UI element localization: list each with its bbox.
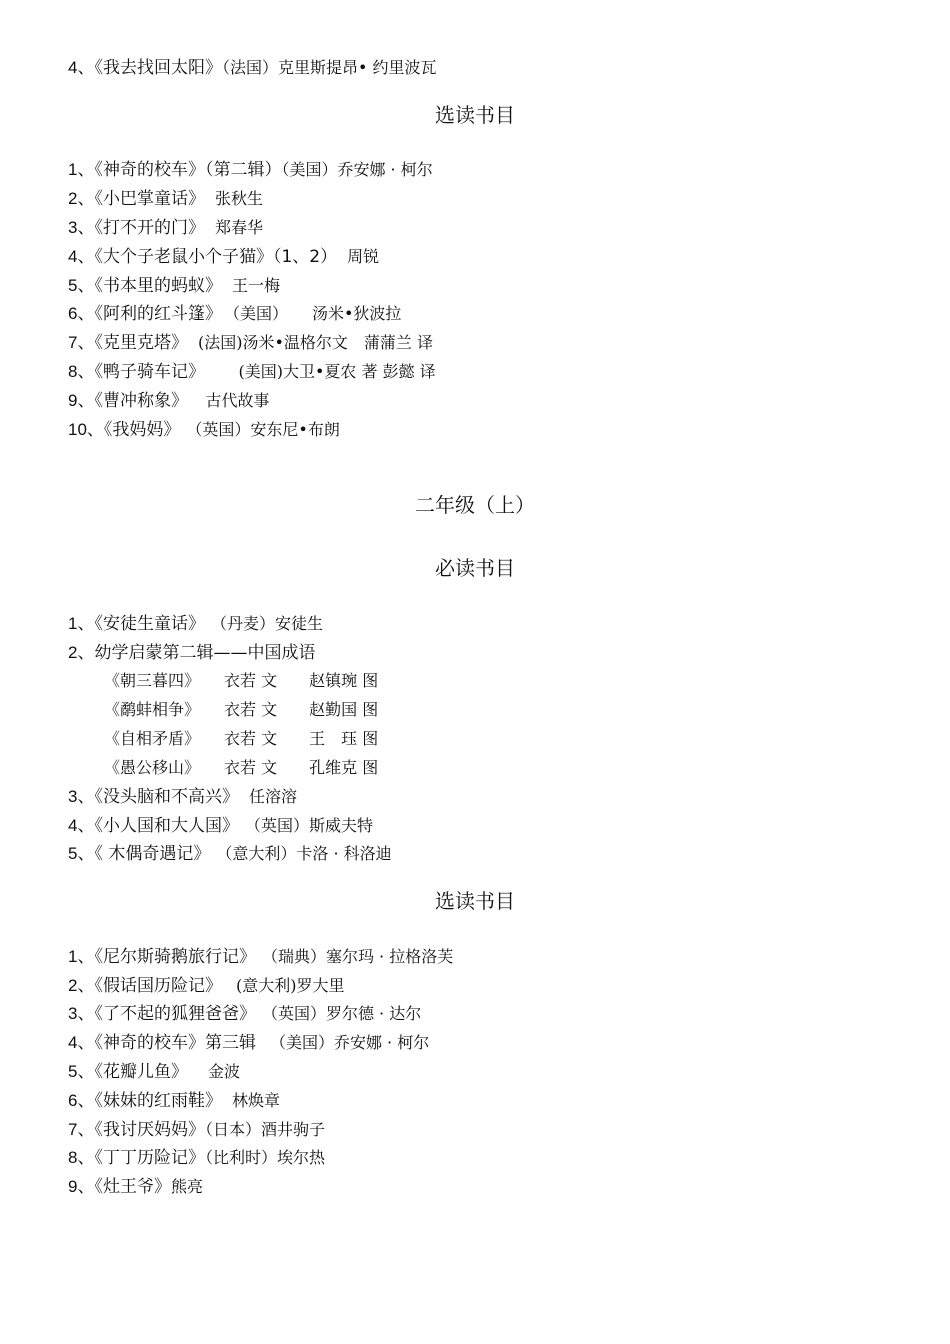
item-number: 9、 bbox=[68, 391, 95, 410]
item-number: 4、 bbox=[68, 247, 95, 266]
list-item bbox=[68, 1061, 240, 1083]
book-author: 王一梅 bbox=[231, 276, 280, 295]
list-item bbox=[68, 946, 453, 968]
item-number: 5、 bbox=[68, 844, 95, 863]
list-item bbox=[68, 332, 433, 354]
book-credits: 衣若 文 赵镇琬 图 bbox=[224, 671, 379, 690]
list-item bbox=[68, 1090, 280, 1112]
list-item bbox=[68, 361, 436, 383]
list-item bbox=[68, 613, 323, 635]
sub-list-item bbox=[104, 728, 378, 750]
book-title: 《没头脑和不高兴》 bbox=[94, 787, 239, 807]
list-item bbox=[68, 1003, 421, 1025]
book-author: （美国）乔安娜 · 柯尔 bbox=[281, 160, 433, 179]
item-number: 2、 bbox=[68, 643, 95, 662]
book-title: 《打不开的门》 bbox=[94, 218, 205, 238]
book-author: （美国）乔安娜 · 柯尔 bbox=[269, 1033, 430, 1052]
book-title: 《尼尔斯骑鹅旅行记》 bbox=[94, 947, 256, 967]
book-title: 《我去找回太阳》 bbox=[94, 58, 222, 78]
item-number: 1、 bbox=[68, 160, 95, 179]
book-author: 金波 bbox=[207, 1062, 240, 1081]
book-author: （比利时）埃尔热 bbox=[204, 1148, 325, 1167]
book-author: （丹麦）安徒生 bbox=[218, 614, 323, 633]
book-author: （英国）罗尔德 · 达尔 bbox=[269, 1004, 422, 1023]
book-title: 《自相矛盾》 bbox=[104, 729, 201, 748]
sub-list-item bbox=[104, 699, 378, 721]
book-author: 古代故事 bbox=[189, 391, 270, 410]
list-item bbox=[68, 390, 269, 412]
item-number: 2、 bbox=[68, 189, 95, 208]
section-heading-required: 必读书目 bbox=[435, 556, 515, 580]
list-item bbox=[68, 815, 373, 837]
book-author: (法国)汤米•温格尔文 蒲蒲兰 译 bbox=[197, 333, 433, 352]
list-item bbox=[68, 188, 263, 210]
book-credits: 衣若 文 孔维克 图 bbox=[224, 758, 379, 777]
book-title: 《鹬蚌相争》 bbox=[104, 700, 201, 719]
list-item bbox=[68, 57, 437, 79]
book-title: 《我妈妈》 bbox=[103, 420, 181, 440]
book-author: 林焕章 bbox=[231, 1091, 280, 1110]
item-number: 4、 bbox=[68, 816, 95, 835]
book-author: 熊亮 bbox=[170, 1177, 203, 1196]
book-author: 任溶溶 bbox=[248, 787, 297, 806]
book-title: 《我讨厌妈妈》 bbox=[94, 1120, 205, 1140]
book-title: 《鸭子骑车记》 bbox=[94, 362, 197, 382]
book-author: (美国)大卫•夏农 著 彭懿 译 bbox=[206, 362, 436, 381]
item-number: 3、 bbox=[68, 787, 95, 806]
book-author: （瑞典）塞尔玛 · 拉格洛芙 bbox=[269, 947, 454, 966]
book-title: 《曹冲称象》 bbox=[94, 391, 180, 411]
book-title: 《小巴掌童话》 bbox=[94, 189, 205, 209]
book-title: 《阿利的红斗篷》 bbox=[94, 304, 222, 324]
book-author: （美国） 汤米•狄波拉 bbox=[231, 304, 402, 323]
book-title: 《假话国历险记》 bbox=[94, 976, 222, 996]
book-title: 《小人国和大人国》 bbox=[94, 816, 239, 836]
book-author: 张秋生 bbox=[214, 189, 263, 208]
item-number: 3、 bbox=[68, 218, 95, 237]
sub-list-item bbox=[104, 757, 378, 779]
item-number: 1、 bbox=[68, 614, 95, 633]
list-item bbox=[68, 843, 392, 865]
book-title: 《神奇的校车》（第二辑） bbox=[94, 160, 282, 180]
item-number: 6、 bbox=[68, 1091, 95, 1110]
item-number: 5、 bbox=[68, 276, 95, 295]
book-title: 《愚公移山》 bbox=[104, 758, 201, 777]
list-item bbox=[68, 246, 379, 268]
list-item bbox=[68, 786, 297, 808]
item-number: 9、 bbox=[68, 1177, 95, 1196]
book-title: 《朝三暮四》 bbox=[104, 671, 201, 690]
item-number: 2、 bbox=[68, 976, 95, 995]
list-item bbox=[68, 217, 263, 239]
section-heading-optional: 选读书目 bbox=[435, 889, 515, 913]
book-author: （日本）酒井驹子 bbox=[204, 1120, 325, 1139]
list-item bbox=[68, 303, 401, 325]
book-title: 《大个子老鼠小个子猫》（1、2） bbox=[94, 247, 338, 267]
item-number: 6、 bbox=[68, 304, 95, 323]
book-title: 《克里克塔》 bbox=[94, 333, 188, 353]
list-item bbox=[68, 1176, 203, 1198]
item-number: 10、 bbox=[68, 420, 104, 439]
book-author: （法国）克里斯提昂• 约里波瓦 bbox=[221, 58, 437, 77]
sub-list-item bbox=[104, 670, 378, 692]
item-number: 3、 bbox=[68, 1004, 95, 1023]
item-number: 4、 bbox=[68, 58, 95, 77]
section-heading-optional: 选读书目 bbox=[435, 103, 515, 127]
book-title: 《丁丁历险记》 bbox=[94, 1148, 205, 1168]
item-number: 7、 bbox=[68, 1120, 95, 1139]
item-number: 8、 bbox=[68, 362, 95, 381]
list-item bbox=[68, 1032, 429, 1054]
list-item bbox=[68, 975, 344, 997]
book-title: 《书本里的蚂蚁》 bbox=[94, 276, 222, 296]
item-number: 8、 bbox=[68, 1148, 95, 1167]
book-title: 《灶王爷》 bbox=[94, 1177, 171, 1197]
book-credits: 衣若 文 王 珏 图 bbox=[224, 729, 379, 748]
item-number: 4、 bbox=[68, 1033, 95, 1052]
book-author: 周锐 bbox=[347, 247, 380, 266]
list-item bbox=[68, 642, 315, 664]
book-author: 郑春华 bbox=[214, 218, 263, 237]
book-title: 《安徒生童话》 bbox=[94, 614, 205, 634]
item-number: 1、 bbox=[68, 947, 95, 966]
list-item bbox=[68, 1119, 325, 1141]
book-author: （英国）斯威夫特 bbox=[252, 816, 373, 835]
list-item bbox=[68, 159, 433, 181]
book-title: 《了不起的狐狸爸爸》 bbox=[94, 1004, 256, 1024]
book-title: 《 木偶奇遇记》 bbox=[94, 844, 211, 864]
item-number: 5、 bbox=[68, 1062, 95, 1081]
book-title: 《神奇的校车》第三辑 bbox=[94, 1033, 256, 1053]
book-title: 幼学启蒙第二辑——中国成语 bbox=[94, 643, 316, 663]
list-item bbox=[68, 419, 340, 441]
book-credits: 衣若 文 赵勤国 图 bbox=[224, 700, 379, 719]
book-title: 《花瓣儿鱼》 bbox=[94, 1062, 188, 1082]
book-author: (意大利)罗大里 bbox=[235, 976, 345, 995]
list-item bbox=[68, 1147, 325, 1169]
list-item bbox=[68, 275, 280, 297]
item-number: 7、 bbox=[68, 333, 95, 352]
book-author: （意大利）卡洛 · 科洛迪 bbox=[224, 844, 392, 863]
grade-heading: 二年级（上） bbox=[415, 493, 535, 517]
book-author: （英国）安东尼•布朗 bbox=[194, 420, 340, 439]
book-title: 《妹妹的红雨鞋》 bbox=[94, 1091, 222, 1111]
